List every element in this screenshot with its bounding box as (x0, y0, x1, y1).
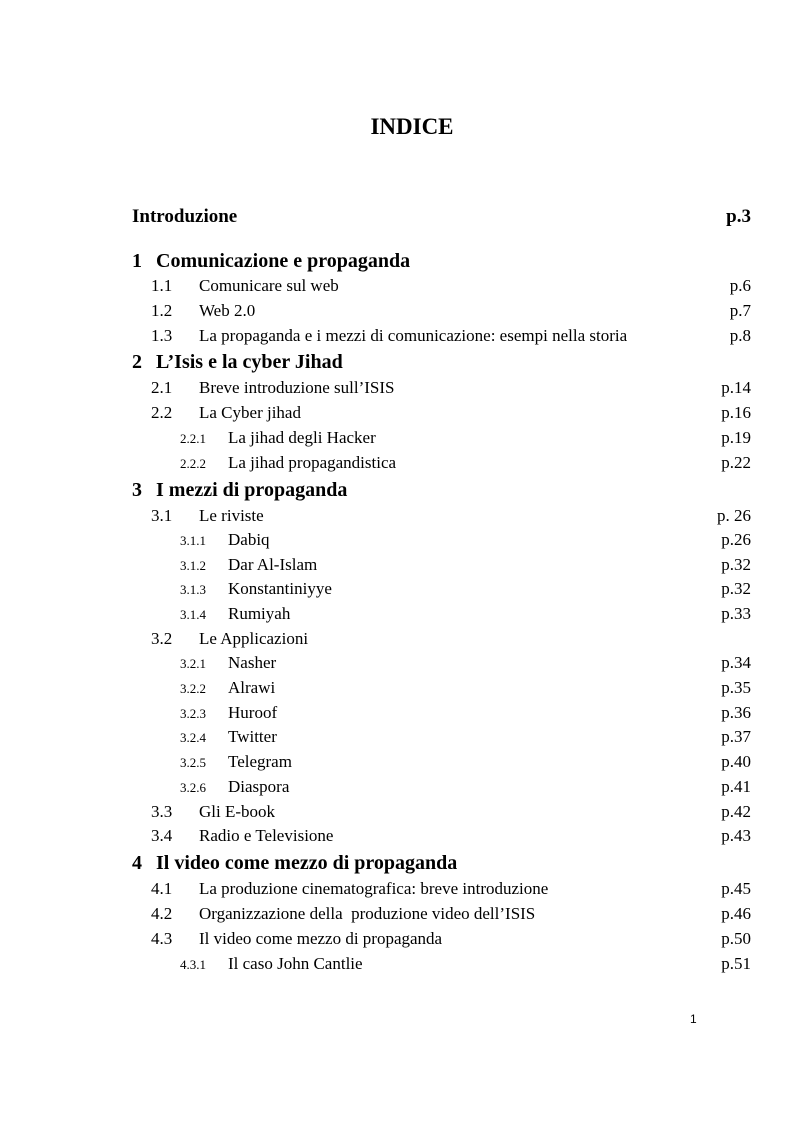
chapter-heading-3[interactable] (0, 479, 794, 503)
toc-entry[interactable] (0, 929, 794, 953)
entry-number: 3.2.4 (180, 730, 206, 745)
toc-entry[interactable] (0, 904, 794, 928)
entry-number: 3.4 (151, 826, 173, 845)
entry-number: 1.3 (151, 326, 173, 345)
page-title: INDICE (370, 114, 454, 139)
chapter-title: Il video come mezzo di propaganda (156, 852, 458, 874)
entry-number: 3.2.2 (180, 681, 206, 696)
chapter-number: 3 (132, 479, 142, 501)
entry-page: p.8 (729, 326, 751, 345)
toc-entry[interactable] (0, 378, 794, 402)
toc-entry[interactable] (0, 604, 794, 628)
entry-title: Telegram (228, 752, 292, 771)
chapter-heading-2[interactable] (0, 351, 794, 375)
entry-title: La jihad propagandistica (228, 453, 397, 472)
entry-title: Huroof (228, 703, 278, 722)
entry-number: 4.2 (151, 904, 173, 923)
entry-title: Diaspora (228, 777, 290, 796)
entry-page: p.46 (721, 904, 751, 923)
entry-number: 3.2.1 (180, 656, 206, 671)
chapter-number: 1 (132, 250, 142, 272)
chapter-title: I mezzi di propaganda (156, 479, 348, 501)
entry-title: La jihad degli Hacker (228, 428, 376, 447)
toc-entry[interactable] (0, 826, 794, 850)
toc-entry[interactable] (0, 326, 794, 350)
entry-title: La propaganda e i mezzi di comunicazione: esempi nella storia (199, 326, 628, 345)
chapter-heading-1[interactable] (0, 250, 794, 274)
entry-number: 2.1 (151, 378, 173, 397)
entry-title: Rumiyah (228, 604, 291, 623)
entry-title: Breve introduzione sull’ISIS (199, 378, 395, 397)
entry-number: 3.1 (151, 506, 173, 525)
entry-page: p.40 (721, 752, 751, 771)
entry-title: Introduzione (132, 206, 238, 227)
entry-number: 3.1.4 (180, 607, 206, 622)
entry-title: Twitter (228, 727, 277, 746)
entry-number: 2.2.1 (180, 431, 206, 446)
entry-number: 1.2 (151, 301, 173, 320)
entry-number: 3.1.1 (180, 533, 206, 548)
toc-entry[interactable] (0, 752, 794, 776)
toc-entry[interactable] (0, 678, 794, 702)
page-number: 1 (690, 1012, 697, 1026)
chapter-title: L’Isis e la cyber Jihad (156, 351, 343, 373)
toc-entry-introduzione[interactable] (0, 206, 794, 230)
entry-title: Le Applicazioni (199, 629, 309, 648)
entry-number: 4.3 (151, 929, 173, 948)
toc-entry[interactable] (0, 802, 794, 826)
chapter-number: 4 (132, 852, 142, 874)
entry-title: La Cyber jihad (199, 403, 301, 422)
entry-page: p.3 (726, 206, 751, 227)
toc-entry[interactable] (0, 579, 794, 603)
entry-page: p.35 (721, 678, 751, 697)
chapter-heading-4[interactable] (0, 852, 794, 876)
entry-number: 2.2.2 (180, 456, 206, 471)
entry-number: 3.1.3 (180, 582, 206, 597)
entry-page: p.6 (729, 276, 751, 295)
entry-number: 3.2 (151, 629, 173, 648)
entry-page: p.19 (721, 428, 751, 447)
toc-entry[interactable] (0, 703, 794, 727)
entry-title: Gli E-book (199, 802, 276, 821)
entry-number: 4.3.1 (180, 957, 206, 972)
toc-entry[interactable] (0, 530, 794, 554)
toc-entry[interactable] (0, 276, 794, 300)
entry-page: p.45 (721, 879, 751, 898)
toc-entry[interactable] (0, 428, 794, 452)
entry-page: p.33 (721, 604, 751, 623)
entry-number: 4.1 (151, 879, 173, 898)
entry-page: p.16 (721, 403, 751, 422)
entry-title: Dar Al-Islam (228, 555, 318, 574)
entry-number: 2.2 (151, 403, 173, 422)
entry-title: Il video come mezzo di propaganda (199, 929, 443, 948)
entry-page: p.32 (721, 579, 751, 598)
entry-title: Web 2.0 (199, 301, 256, 320)
entry-page: p.34 (721, 653, 751, 672)
entry-page: p. 26 (717, 506, 751, 525)
entry-title: Nasher (228, 653, 277, 672)
entry-title: Konstantiniyye (228, 579, 332, 598)
toc-entry[interactable] (0, 954, 794, 978)
entry-page: p.32 (721, 555, 751, 574)
entry-page: p.26 (721, 530, 751, 549)
chapter-number: 2 (132, 351, 142, 373)
entry-page: p.43 (721, 826, 751, 845)
toc-entry[interactable] (0, 777, 794, 801)
entry-page: p.14 (721, 378, 751, 397)
entry-title: La produzione cinematografica: breve introduzione (199, 879, 549, 898)
entry-title: Comunicare sul web (199, 276, 339, 295)
entry-number: 3.3 (151, 802, 173, 821)
entry-number: 3.2.5 (180, 755, 206, 770)
entry-page: p.22 (721, 453, 751, 472)
entry-page: p.7 (729, 301, 751, 320)
entry-number: 3.2.3 (180, 706, 206, 721)
toc-entry[interactable] (0, 879, 794, 903)
chapter-title: Comunicazione e propaganda (156, 250, 411, 272)
entry-page: p.42 (721, 802, 751, 821)
entry-title: Radio e Televisione (199, 826, 334, 845)
toc-entry[interactable] (0, 453, 794, 477)
toc-entry[interactable] (0, 301, 794, 325)
entry-page: p.37 (721, 727, 751, 746)
entry-title: Organizzazione della produzione video dell’ISIS (199, 904, 536, 923)
toc-entry[interactable] (0, 506, 794, 530)
entry-number: 1.1 (151, 276, 173, 295)
toc-entry[interactable] (0, 629, 794, 653)
entry-number: 3.1.2 (180, 558, 206, 573)
entry-title: Le riviste (199, 506, 264, 525)
entry-page: p.50 (721, 929, 751, 948)
toc-entry[interactable] (0, 555, 794, 579)
entry-page: p.51 (721, 954, 751, 973)
entry-title: Il caso John Cantlie (228, 954, 363, 973)
entry-title: Dabiq (228, 530, 270, 549)
toc-entry[interactable] (0, 653, 794, 677)
toc-entry[interactable] (0, 403, 794, 427)
entry-title: Alrawi (228, 678, 276, 697)
entry-number: 3.2.6 (180, 780, 206, 795)
entry-page: p.36 (721, 703, 751, 722)
toc-entry[interactable] (0, 727, 794, 751)
entry-page: p.41 (721, 777, 751, 796)
